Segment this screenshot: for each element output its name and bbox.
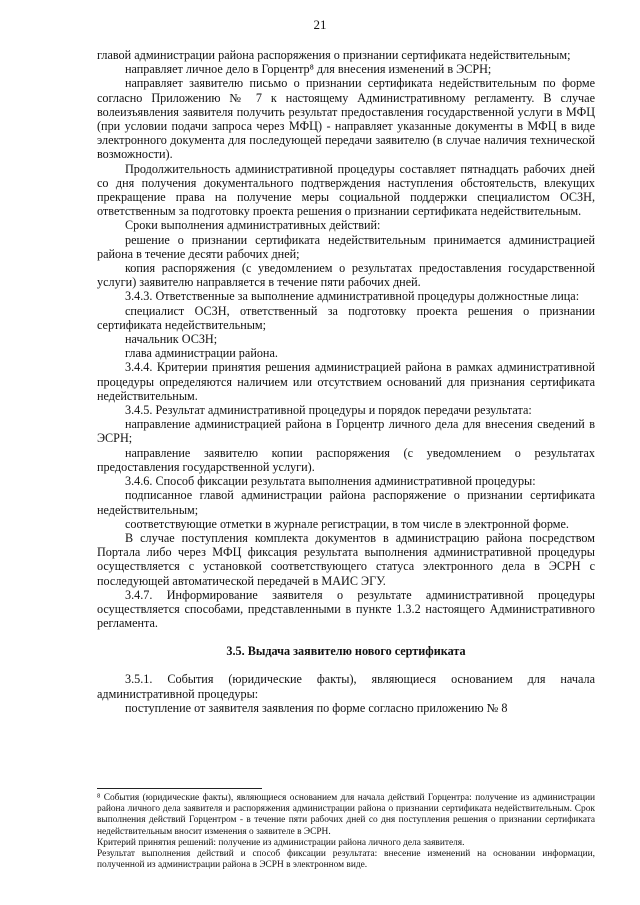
footnote-separator [97,788,262,789]
paragraph: 3.4.7. Информирование заявителя о результате административной процедуры осуществляется способами, представленными в пункте 1.3.2 настоящего Административного регламента. [97,587,595,631]
paragraph: направление администрацией района в Горцентр личного дела для внесения сведений в ЭСРН; [97,417,595,446]
paragraph: главой администрации района распоряжения о признании сертификата недействительным; [97,48,571,62]
paragraph: 3.4.3. Ответственные за выполнение административной процедуры должностные лица: [125,289,580,304]
paragraph: начальник ОСЗН; [125,332,218,347]
paragraph: направление заявителю копии распоряжения (с уведомлением о результатах предоставления государственной услуги). [97,445,595,474]
paragraph: подписанное главой администрации района распоряжение о признании сертификата недействительным; [97,488,595,517]
paragraph: Продолжительность административной процедуры составляет пятнадцать рабочих дней со дня получения документального подтверждения наступления обстоятельств, влекущих прекращение права на получение меры социальной поддержки специалистом ОСЗН, ответственным за подготовку проекта решения о признании сертификата недействительным. [97,161,595,219]
footnote-text: ⁸ События (юридические факты), являющиеся основанием для начала действий Горцентра: получение из администрации района личного дела заявителя и распоряжения администрации района о признании сертификата недействительным. Срок выполнения действий Горцентром - в течение пяти рабочих дней со дня поступления решения о признании сертификата недействительным вносит изменения о заявителе в ЭСРН. [97,793,595,837]
section-heading: 3.5. Выдача заявителю нового сертификата [226,644,466,659]
footnote-text: Критерий принятия решений: получение из администрации района личного дела заявителя. [97,837,465,848]
paragraph: решение о признании сертификата недействительным принимается администрацией района в течение десяти рабочих дней; [97,232,595,261]
paragraph: 3.4.4. Критерии принятия решения администрацией района в рамках административной процедуры определяются наличием или отсутствием оснований для признания сертификата недействительным. [97,360,595,403]
page-number: 21 [313,17,327,32]
footnote-text: Результат выполнения действий и способ фиксации результата: внесение изменений на основании информации, полученной из администрации района в ЭСРН в электронном виде. [97,849,595,871]
paragraph: 3.5.1. События (юридические факты), являющиеся основанием для начала административной процедуры: [97,672,595,701]
paragraph: Сроки выполнения административных действий: [125,218,381,233]
paragraph: специалист ОСЗН, ответственный за подготовку проекта решения о признании сертификата недействительным; [97,303,595,332]
footnotes [97,793,595,871]
paragraph: В случае поступления комплекта документов в администрацию района посредством Портала либо через МФЦ фиксация результата выполнения административной процедуры осуществляется с установкой соответствующего статуса электронного дела в ЭСРН с последующей автоматической передачей в МАИС ЭГУ. [97,530,595,588]
paragraph: направляет личное дело в Горцентр⁸ для внесения изменений в ЭСРН; [125,62,492,77]
paragraph: глава администрации района. [125,346,278,361]
paragraph: соответствующие отметки в журнале регистрации, в том числе в электронной форме. [125,516,569,531]
paragraphs-after-heading [97,672,595,715]
paragraphs-before-heading [97,48,595,630]
paragraph: направляет заявителю письмо о признании сертификата недействительным по форме согласно Приложению № 7 к настоящему Административному регламенту. В случае волеизъявления заявителя получить результат предоставления государственной услуги в МФЦ (при условии подачи запроса через МФЦ) - направляет указанные документы в МФЦ в виде электронного документа для последующей передачи заявителю (в случае наличия технической возможности). [97,76,595,162]
paragraph: поступление от заявителя заявления по форме согласно приложению № 8 [125,700,508,715]
paragraph: 3.4.6. Способ фиксации результата выполнения административной процедуры: [125,474,536,489]
paragraph: 3.4.5. Результат административной процедуры и порядок передачи результата: [125,403,532,418]
document-body [97,48,595,715]
paragraph: копия распоряжения (с уведомлением о результатах предоставления государственной услуги) заявителю направляется в течение пяти рабочих дней. [97,261,595,290]
